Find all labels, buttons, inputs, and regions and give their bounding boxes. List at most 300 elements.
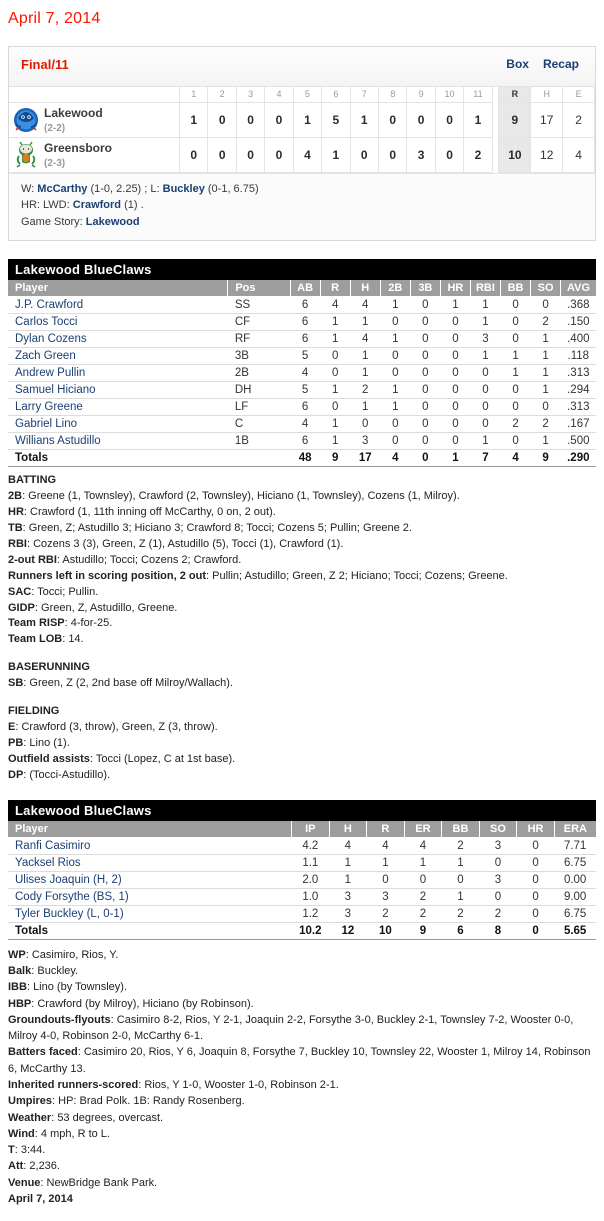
note-text: : Crawford (1, 11th inning off McCarthy, 0 on, 2 out). [23, 505, 276, 518]
inning-header-1: 1 [180, 87, 208, 102]
fielding-notes [8, 704, 596, 784]
note-line [8, 616, 596, 632]
batting-table-body [8, 297, 596, 467]
batting-header-row [8, 280, 596, 297]
table-row [8, 922, 596, 939]
note-line [8, 1175, 596, 1191]
linescore-gap [492, 102, 499, 137]
table-row [8, 399, 596, 416]
batting-col-avg[interactable]: AVG [561, 280, 596, 297]
batting-player-pos: CF [228, 314, 290, 331]
table-row [8, 297, 596, 314]
table-row [8, 905, 596, 922]
note-label: PB [8, 737, 24, 750]
note-label: 2B [8, 489, 23, 502]
pitching-table-header [8, 821, 596, 838]
batting-cell-so: 1 [531, 331, 561, 348]
pitching-cell-ip: 1.1 [292, 854, 330, 871]
note-label: Weather [8, 1111, 52, 1124]
linescore-cell: 0 [236, 102, 264, 137]
pitching-cell-er: 4 [404, 837, 442, 854]
pitching-cell-era: 9.00 [554, 888, 596, 905]
table-row [8, 888, 596, 905]
pitching-cell-er: 2 [404, 905, 442, 922]
batting-col-r[interactable]: R [320, 280, 350, 297]
linescore-cell: 0 [407, 102, 435, 137]
batting-cell-3b: 0 [410, 314, 440, 331]
inning-header-5: 5 [293, 87, 321, 102]
batting-player-name[interactable]: J.P. Crawford [8, 297, 228, 314]
batting-player-name[interactable]: Dylan Cozens [8, 331, 228, 348]
pitching-cell-so: 0 [479, 888, 517, 905]
pitching-cell-r: 4 [367, 837, 405, 854]
batting-cell-hr: 0 [440, 382, 470, 399]
batting-cell-r: 0 [320, 365, 350, 382]
note-label: Team LOB [8, 633, 63, 646]
batting-cell-so: 2 [531, 314, 561, 331]
pitching-cell-era: 0.00 [554, 871, 596, 888]
baserunning-notes-lines [8, 676, 596, 692]
batting-cell-bb: 0 [501, 331, 531, 348]
note-line [8, 1044, 596, 1077]
table-row [8, 837, 596, 854]
note-text: : 14. [62, 633, 84, 646]
linescore-cell: 4 [293, 137, 321, 172]
note-label: SB [8, 677, 24, 690]
table-row [8, 450, 596, 467]
note-label: RBI [8, 537, 27, 550]
pitching-cell-era: 7.71 [554, 837, 596, 854]
batting-cell-2b: 1 [380, 331, 410, 348]
note-line [8, 489, 596, 505]
batting-cell-h: 1 [350, 365, 380, 382]
batting-cell-bb: 1 [501, 365, 531, 382]
linescore-cell: 1 [293, 102, 321, 137]
linescore-runs: 10 [499, 137, 531, 172]
batting-cell-r: 1 [320, 382, 350, 399]
note-line [8, 1012, 596, 1045]
batting-cell-avg: .290 [561, 450, 596, 467]
note-line [8, 1110, 596, 1126]
note-text: : 4-for-25. [64, 617, 113, 630]
table-row [8, 331, 596, 348]
pitching-section [8, 800, 596, 940]
batting-col-2b[interactable]: 2B [380, 280, 410, 297]
batting-cell-h: 4 [350, 331, 380, 348]
linescore-cell: 1 [322, 137, 350, 172]
batting-notes-heading: BATTING [8, 474, 57, 486]
batting-cell-3b: 0 [410, 433, 440, 450]
batting-cell-rbi: 0 [470, 416, 500, 433]
pitching-cell-hr: 0 [517, 888, 555, 905]
table-row [8, 871, 596, 888]
recap-link[interactable]: Recap [542, 57, 579, 71]
pitching-cell-hr: 0 [517, 922, 555, 939]
table-row [8, 416, 596, 433]
batting-col-player[interactable]: Player [8, 280, 228, 297]
batting-cell-so: 1 [531, 365, 561, 382]
note-text: : 4 mph, R to L. [34, 1127, 110, 1140]
note-text: : HP: Brad Polk. 1B: Randy Rosenberg. [52, 1095, 245, 1108]
batting-cell-rbi: 1 [470, 314, 500, 331]
pitching-cell-era: 6.75 [554, 905, 596, 922]
batting-col-pos[interactable]: Pos [228, 280, 290, 297]
winning-pitcher-link[interactable]: McCarthy [37, 182, 88, 195]
batting-player-name[interactable]: Carlos Tocci [8, 314, 228, 331]
note-label: 2-out RBI [8, 553, 57, 566]
pitching-cell-ip: 10.2 [292, 922, 330, 939]
box-link[interactable]: Box [506, 57, 529, 71]
linescore-cell: 0 [265, 102, 293, 137]
team-name-greensboro: Greensboro [44, 140, 113, 155]
pitching-player-name[interactable]: Ranfi Casimiro [8, 837, 292, 854]
batting-cell-avg: .313 [561, 399, 596, 416]
note-label: April 7, 2014 [8, 1192, 73, 1205]
fielding-notes-lines [8, 720, 596, 784]
linescore-cell: 0 [180, 137, 208, 172]
batting-cell-2b: 1 [380, 399, 410, 416]
pitching-cell-hr: 0 [517, 837, 555, 854]
game-notes [8, 947, 596, 1207]
note-text: : 3:44. [14, 1144, 46, 1157]
fielding-notes-heading: FIELDING [8, 705, 60, 718]
batting-col-h[interactable]: H [350, 280, 380, 297]
pitching-col-player[interactable]: Player [8, 821, 292, 838]
note-label: T [8, 1144, 15, 1157]
inning-header-2: 2 [208, 87, 236, 102]
batting-table-title: Lakewood BlueClaws [8, 259, 596, 280]
pitching-cell-hr: 0 [517, 871, 555, 888]
batting-col-so[interactable]: SO [531, 280, 561, 297]
batting-cell-rbi: 0 [470, 382, 500, 399]
baserunning-notes [8, 660, 596, 692]
batting-cell-h: 1 [350, 348, 380, 365]
batting-cell-h: 2 [350, 382, 380, 399]
batting-cell-so: 2 [531, 416, 561, 433]
runs-header: R [499, 87, 531, 102]
linescore-errors: 4 [563, 137, 595, 172]
inning-header-9: 9 [407, 87, 435, 102]
note-label: Balk [8, 965, 32, 978]
wl-mid: (1-0, 2.25) ; L: [87, 182, 163, 195]
linescore-cell: 0 [208, 137, 236, 172]
batting-cell-avg: .400 [561, 331, 596, 348]
batting-cell-r: 1 [320, 433, 350, 450]
linescore-cell: 3 [407, 137, 435, 172]
note-text: : Tocci (Lopez, C at 1st base). [89, 753, 236, 765]
batting-cell-bb: 0 [501, 297, 531, 314]
pitching-cell-bb: 0 [442, 871, 480, 888]
pitching-cell-so: 2 [479, 905, 517, 922]
decision-line-gamestory [21, 214, 583, 231]
batting-cell-bb: 4 [501, 450, 531, 467]
batting-cell-h: 1 [350, 314, 380, 331]
batting-col-hr[interactable]: HR [440, 280, 470, 297]
batting-cell-r: 1 [320, 416, 350, 433]
batting-cell-avg: .368 [561, 297, 596, 314]
pitching-cell-ip: 4.2 [292, 837, 330, 854]
batting-player-name[interactable]: Willians Astudillo [8, 433, 228, 450]
pitching-player-name[interactable]: Ulises Joaquin (H, 2) [8, 871, 292, 888]
batting-cell-bb: 0 [501, 382, 531, 399]
note-text: : Green, Z; Astudillo 3; Hiciano 3; Crawford 8; Tocci; Cozens 5; Pullin; Greene 2. [22, 521, 412, 534]
note-label: Att [8, 1160, 24, 1173]
batting-cell-hr: 1 [440, 450, 470, 467]
batting-col-3b[interactable]: 3B [410, 280, 440, 297]
batting-cell-hr: 0 [440, 314, 470, 331]
linescore-cell: 2 [464, 137, 492, 172]
pitching-player-name[interactable]: Cody Forsythe (BS, 1) [8, 888, 292, 905]
table-row [8, 433, 596, 450]
grasshoppers-logo-icon [13, 141, 39, 169]
linescore-cell: 0 [378, 137, 406, 172]
batting-cell-rbi: 1 [470, 433, 500, 450]
note-line [8, 1093, 596, 1109]
team-cell-lakewood[interactable] [9, 102, 180, 137]
batting-cell-ab: 48 [290, 450, 320, 467]
pitching-cell-h: 1 [329, 871, 367, 888]
pitching-col-ip[interactable]: IP [292, 821, 330, 838]
note-line [8, 1191, 596, 1207]
inning-header-10: 10 [435, 87, 463, 102]
note-line [8, 553, 596, 569]
table-row [8, 382, 596, 399]
scorebox-links [506, 57, 583, 71]
pitching-col-era[interactable]: ERA [554, 821, 596, 838]
decision-line-wl [21, 181, 583, 198]
linescore-hits: 17 [531, 102, 563, 137]
linescore-header [9, 87, 595, 102]
linescore-cell: 0 [208, 102, 236, 137]
note-line [8, 676, 596, 692]
batting-player-name[interactable]: Samuel Hiciano [8, 382, 228, 399]
batting-cell-2b: 0 [380, 416, 410, 433]
pitching-table-title: Lakewood BlueClaws [8, 800, 596, 821]
batting-cell-2b: 4 [380, 450, 410, 467]
pitching-col-hr[interactable]: HR [517, 821, 555, 838]
pitching-cell-ip: 1.2 [292, 905, 330, 922]
batting-cell-ab: 6 [290, 297, 320, 314]
pitching-cell-so: 3 [479, 837, 517, 854]
batting-cell-r: 1 [320, 331, 350, 348]
note-text: : Casimiro 20, Rios, Y 6, Joaquin 8, Forsythe 7, Buckley 10, Townsley 22, Wooster 1, Milroy 14, Robinson 6, McCarthy 13. [8, 1046, 591, 1075]
note-text: : Casimiro 8-2, Rios, Y 2-1, Joaquin 2-2, Forsythe 3-0, Buckley 2-1, Townsley 7-2, Wooster 0-0, Milroy 4-0, Robinson 2-0, McCarthy 6-1. [8, 1013, 574, 1043]
note-text: : Crawford (3, throw), Green, Z (3, throw). [15, 721, 218, 734]
team-name-lakewood: Lakewood [44, 105, 103, 120]
wl-suffix: (0-1, 6.75) [204, 182, 259, 195]
batting-cell-ab: 6 [290, 331, 320, 348]
batting-cell-rbi: 1 [470, 348, 500, 365]
batting-player-pos: SS [228, 297, 290, 314]
linescore-cell: 1 [350, 102, 378, 137]
batting-player-pos: DH [228, 382, 290, 399]
pitching-cell-er: 2 [404, 888, 442, 905]
team-cell-greensboro[interactable] [9, 137, 180, 172]
note-text: : Buckley. [31, 965, 79, 978]
note-line [8, 585, 596, 601]
batting-player-name: Totals [8, 450, 228, 467]
batting-cell-ab: 4 [290, 365, 320, 382]
note-text: : Pullin; Astudillo; Green, Z 2; Hiciano; Tocci; Cozens; Greene. [206, 569, 508, 582]
batting-cell-hr: 0 [440, 331, 470, 348]
linescore-cell: 1 [464, 102, 492, 137]
pitching-player-name[interactable]: Tyler Buckley (L, 0-1) [8, 905, 292, 922]
batting-cell-so: 0 [531, 399, 561, 416]
batting-section [8, 259, 596, 467]
note-text: : Tocci; Pullin. [31, 585, 99, 598]
inning-header-3: 3 [236, 87, 264, 102]
pitching-cell-hr: 0 [517, 854, 555, 871]
pitching-cell-so: 3 [479, 871, 517, 888]
note-label: Inherited runners-scored [8, 1079, 139, 1091]
batting-cell-ab: 6 [290, 399, 320, 416]
note-label: SAC [8, 585, 32, 598]
batting-cell-3b: 0 [410, 348, 440, 365]
pitching-col-er[interactable]: ER [404, 821, 442, 838]
pitching-col-r[interactable]: R [367, 821, 405, 838]
note-label: IBB [8, 981, 27, 994]
batting-player-pos: LF [228, 399, 290, 416]
note-line [8, 752, 596, 768]
pitching-col-h[interactable]: H [329, 821, 367, 838]
note-label: HBP [8, 997, 32, 1010]
batting-cell-rbi: 0 [470, 399, 500, 416]
pitching-col-so[interactable]: SO [479, 821, 517, 838]
batting-cell-hr: 0 [440, 348, 470, 365]
pitching-player-name[interactable]: Yacksel Rios [8, 854, 292, 871]
note-line [8, 632, 596, 648]
pitching-header-row [8, 821, 596, 838]
batting-cell-hr: 1 [440, 297, 470, 314]
note-label: Umpires [8, 1095, 53, 1108]
note-line [8, 505, 596, 521]
batting-cell-r: 0 [320, 348, 350, 365]
batting-col-bb[interactable]: BB [501, 280, 531, 297]
batting-cell-h: 3 [350, 433, 380, 450]
batting-col-rbi[interactable]: RBI [470, 280, 500, 297]
batting-cell-h: 4 [350, 297, 380, 314]
pitching-cell-h: 3 [329, 888, 367, 905]
batting-player-name[interactable]: Larry Greene [8, 399, 228, 416]
table-row [8, 314, 596, 331]
batting-table [8, 280, 596, 467]
pitching-cell-r: 10 [367, 922, 405, 939]
linescore-cell: 0 [378, 102, 406, 137]
note-line [8, 947, 596, 963]
batting-cell-2b: 1 [380, 382, 410, 399]
losing-pitcher-link[interactable]: Buckley [162, 182, 205, 195]
note-text: : (Tocci-Astudillo). [23, 768, 111, 781]
batting-cell-3b: 0 [410, 331, 440, 348]
note-label: E [8, 721, 16, 734]
batting-cell-h: 17 [350, 450, 380, 467]
note-text: : Cozens 3 (3), Green, Z (1), Astudillo (5), Tocci (1), Crawford (1). [26, 537, 344, 550]
pitching-cell-so: 0 [479, 854, 517, 871]
note-text: : Astudillo; Tocci; Cozens 2; Crawford. [56, 553, 242, 566]
table-row [8, 365, 596, 382]
note-label: WP [8, 948, 26, 961]
batting-cell-rbi: 3 [470, 331, 500, 348]
note-text: : Green, Z (2, 2nd base off Milroy/Wallach). [23, 677, 233, 690]
table-row [8, 348, 596, 365]
note-label: Groundouts-flyouts [8, 1013, 111, 1026]
batting-player-name[interactable]: Andrew Pullin [8, 365, 228, 382]
note-label: Batters faced [8, 1046, 78, 1059]
pitching-cell-er: 0 [404, 871, 442, 888]
linescore-cell: 0 [265, 137, 293, 172]
linescore-cell: 5 [322, 102, 350, 137]
linescore-cell: 0 [236, 137, 264, 172]
batting-cell-hr: 0 [440, 433, 470, 450]
pitching-col-bb[interactable]: BB [442, 821, 480, 838]
note-text: : 2,236. [23, 1160, 60, 1173]
note-label: TB [8, 521, 23, 534]
pitching-cell-er: 9 [404, 922, 442, 939]
gamestory-link[interactable]: Lakewood [85, 215, 140, 228]
batting-cell-2b: 0 [380, 348, 410, 365]
hr-prefix: HR: LWD: [21, 199, 73, 211]
table-row [8, 854, 596, 871]
pitching-cell-h: 4 [329, 837, 367, 854]
batting-player-name[interactable]: Gabriel Lino [8, 416, 228, 433]
batting-cell-so: 0 [531, 297, 561, 314]
batting-cell-avg: .294 [561, 382, 596, 399]
batting-cell-avg: .118 [561, 348, 596, 365]
inning-header-8: 8 [378, 87, 406, 102]
inning-header-11: 11 [464, 87, 492, 102]
note-line [8, 537, 596, 553]
note-label: Outfield assists [8, 753, 90, 765]
batting-cell-avg: .167 [561, 416, 596, 433]
team-record-lakewood: (2-2) [44, 122, 66, 134]
note-line [8, 736, 596, 752]
batting-cell-3b: 0 [410, 297, 440, 314]
batting-cell-ab: 4 [290, 416, 320, 433]
errors-header: E [563, 87, 595, 102]
note-label: GIDP [8, 601, 35, 614]
scorebox-header [9, 47, 595, 87]
pitching-cell-r: 2 [367, 905, 405, 922]
pitching-cell-r: 3 [367, 888, 405, 905]
batting-cell-rbi: 1 [470, 297, 500, 314]
pitching-cell-ip: 1.0 [292, 888, 330, 905]
note-line [8, 521, 596, 537]
pitching-cell-bb: 6 [442, 922, 480, 939]
batting-player-pos: RF [228, 331, 290, 348]
pitching-cell-r: 1 [367, 854, 405, 871]
note-line [8, 979, 596, 995]
batting-player-name[interactable]: Zach Green [8, 348, 228, 365]
wl-prefix: W: [21, 182, 38, 195]
linescore-cell: 0 [435, 102, 463, 137]
batting-cell-2b: 0 [380, 433, 410, 450]
decision-line-hr [21, 197, 583, 214]
batting-col-ab[interactable]: AB [290, 280, 320, 297]
batting-cell-so: 1 [531, 433, 561, 450]
batting-cell-ab: 5 [290, 348, 320, 365]
inning-header-4: 4 [265, 87, 293, 102]
batting-player-pos: 2B [228, 365, 290, 382]
linescore-errors: 2 [563, 102, 595, 137]
pitching-cell-hr: 0 [517, 905, 555, 922]
linescore-cell: 0 [435, 137, 463, 172]
hr-player-link[interactable]: Crawford [72, 199, 122, 211]
note-line [8, 768, 596, 784]
batting-cell-2b: 0 [380, 314, 410, 331]
linescore-team-header [9, 87, 180, 102]
note-text: : Rios, Y 1-0, Wooster 1-0, Robinson 2-1. [138, 1079, 339, 1091]
pitching-cell-h: 3 [329, 905, 367, 922]
